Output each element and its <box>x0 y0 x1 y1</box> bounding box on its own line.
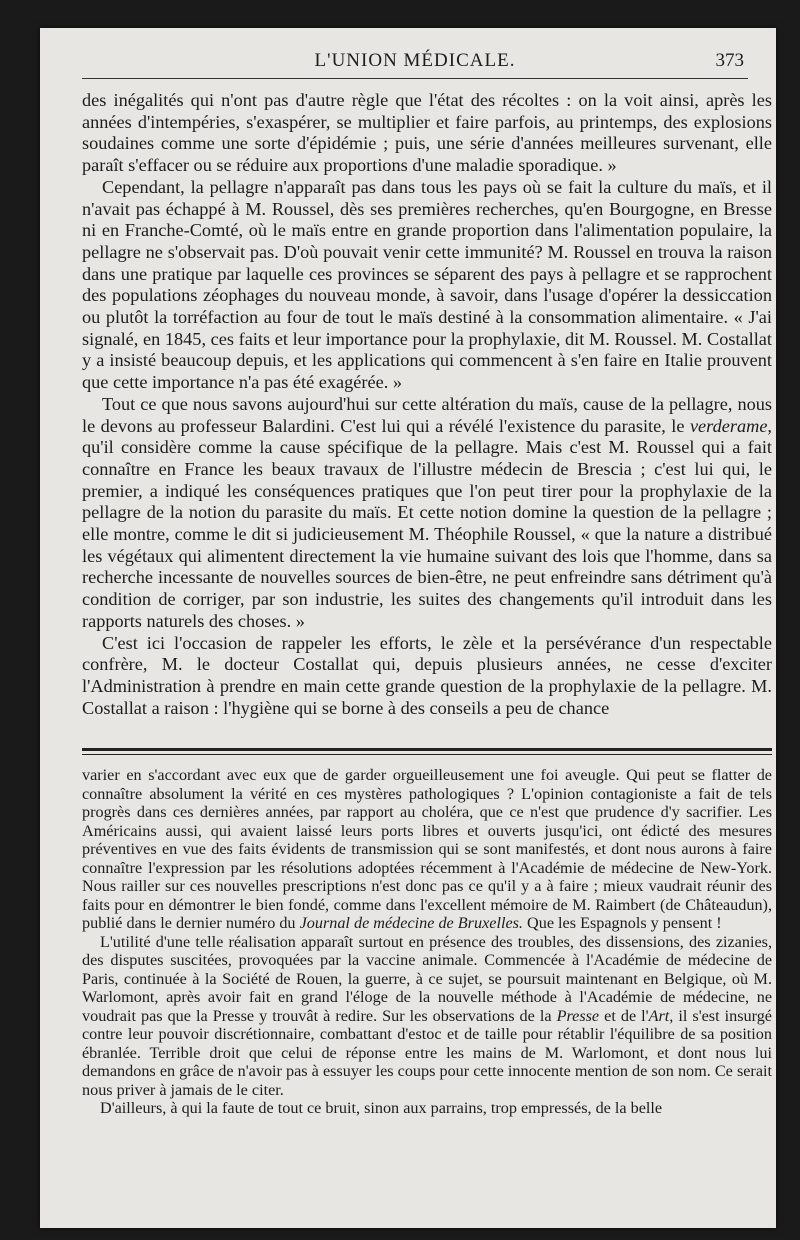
page-header <box>82 46 748 79</box>
text-run: varier en s'accordant avec eux que de garder orgueilleusement une foi aveugle. Qui peut se flatter de connaître absolument la vérité en ces mystères pathologiques ? L'opinion contagioniste a fait de tels progrès dans ces dernières années, par rapport au choléra, que ce n'est que prudence d'y sacrifier. Les Américains aussi, qui avaient laissé leurs ports libres et ouverts jusqu'ici, ont édicté des mesures préventives en vue des faits évidents de transmission qui se sont manifestés, et dont nous aurons à faire connaître l'expression par les résolutions adoptées récemment à l'Académie de médecine de New-York. Nous railler sur ces nouvelles prescriptions n'est donc pas ce qu'il y a à faire ; mieux vaudrait réunir des faits pour en démontrer le bien fondé, comme dans l'excellent mémoire de M. Raimbert (de Châteaudun), publié dans le dernier numéro du <box>82 766 772 932</box>
text-run: il s'est insurgé contre leur pouvoir discrétionnaire, combattant d'estoc et de taille pour rétablir l'équilibre de sa position ébranlée. Terrible droit que celui de réponse entre les mains de M. Warlomont, et dont nous lui demandons en grâce de n'avoir pas à essuyer les coups pour cette innocente mention de son nom. Ce serait nous priver à jamais de le citer. <box>82 1006 772 1099</box>
paragraph: Cependant, la pellagre n'apparaît pas dans tous les pays où se fait la culture du maïs, et il n'avait pas échappé à M. Roussel, dès ses premières recherches, qu'en Bourgogne, en Bresse ni en Franche-Comté, où le maïs entre en grande proportion dans l'alimentation populaire, la pellagre ne s'observait pas. D'où pouvait venir cette immunité? M. Roussel en trouva la raison dans une pratique par laquelle ces provinces se séparent des pays à pellagre et se rapprochent des populations zéophages du nouveau monde, à savoir, dans l'usage d'opérer la dessiccation ou plutôt la torréfaction au four de tout le maïs destiné à la consommation alimentaire. « J'ai signalé, en 1845, ces faits et leur importance pour la prophylaxie, dit M. Roussel. M. Costallat y a insisté beaucoup depuis, et les applications qui commencent à s'en faire en Italie prouvent que cette importance n'a pas été exagérée. » <box>82 176 772 393</box>
italic-term: Art, <box>648 1006 674 1025</box>
paragraph: D'ailleurs, à qui la faute de tout ce bruit, sinon aux parrains, trop empressés, de la belle <box>100 1099 663 1117</box>
section-divider-thin <box>82 754 772 755</box>
italic-term: Presse <box>556 1006 600 1025</box>
section-divider <box>82 748 772 751</box>
paragraph: des inégalités qui n'ont pas d'autre règle que l'état des récoltes : on la voit ainsi, après les années d'intempéries, s'exaspérer, se multiplier et faire parfois, au printemps, des explosions soudaines comme une sorte d'épidémie ; puis, une série d'années meilleures survenant, elle paraît s'effacer ou se réduire aux proportions d'une maladie sporadique. » <box>82 90 772 176</box>
text-run: et de l' <box>599 1006 649 1025</box>
paragraph <box>82 766 772 933</box>
italic-term: verderame, <box>689 415 772 436</box>
journal-page <box>40 28 776 1228</box>
feuilleton-text <box>82 766 772 1118</box>
italic-title: Journal de médecine de Bruxelles. <box>299 914 523 932</box>
paragraph <box>82 933 772 1100</box>
text-run: L'utilité d'une telle réalisation apparaît surtout en présence des troubles, des dissensions, des zizanies, des disputes suscitées, provoquées par la vaccine animale. Commencée à l'Académie de médecine de Paris, continuée à la Société de Rouen, la guerre, à ce sujet, se poursuit maintenant en Belgique, où M. Warlomont, après avoir fait en grand l'éloge de la nouvelle méthode à l'Académie de médecine, ne voudrait pas que la Presse y trouvât à redire. Sur les observations de la <box>82 932 772 1025</box>
text-run: Tout ce que nous savons aujourd'hui sur cette altération du maïs, cause de la pellagre, nous le devons au professeur Balardini. C'est lui qui a révélé l'existence du parasite, le <box>82 393 772 436</box>
page-number: 373 <box>715 50 744 71</box>
text-run: qu'il considère comme la cause spécifique de la pellagre. Mais c'est M. Roussel qui a fait connaître en France les beaux travaux de l'illustre médecin de Brescia ; c'est lui qui, le premier, a indiqué les conséquences pratiques que l'on peut tirer pour la prophylaxie de la pellagre de la notion du parasite du maïs. Et cette notion domine la question de la pellagre ; elle montre, comme le dit si judicieusement M. Théophile Roussel, « que la nature a distribué les végétaux qui alimentent directement la vie humaine suivant des lois que l'homme, dans sa recherche incessante de nouvelles sources de bien-être, ne peut enfreindre sans détriment qu'à condition de corriger, par son industrie, les suites des changements qu'il introduit dans les rapports naturels des choses. » <box>82 437 772 631</box>
paragraph <box>82 394 772 633</box>
paragraph: C'est ici l'occasion de rappeler les efforts, le zèle et la persévérance d'un respectable confrère, M. le docteur Costallat qui, depuis plusieurs années, ne cesse d'exciter l'Administration à prendre en main cette grande question de la prophylaxie de la pellagre. M. Costallat a raison : l'hygiène qui se borne à des conseils a peu de chance <box>82 632 772 718</box>
running-title: L'UNION MÉDICALE. <box>314 50 516 71</box>
text-run: Que les Espagnols y pensent ! <box>522 914 722 932</box>
main-text <box>82 90 772 719</box>
